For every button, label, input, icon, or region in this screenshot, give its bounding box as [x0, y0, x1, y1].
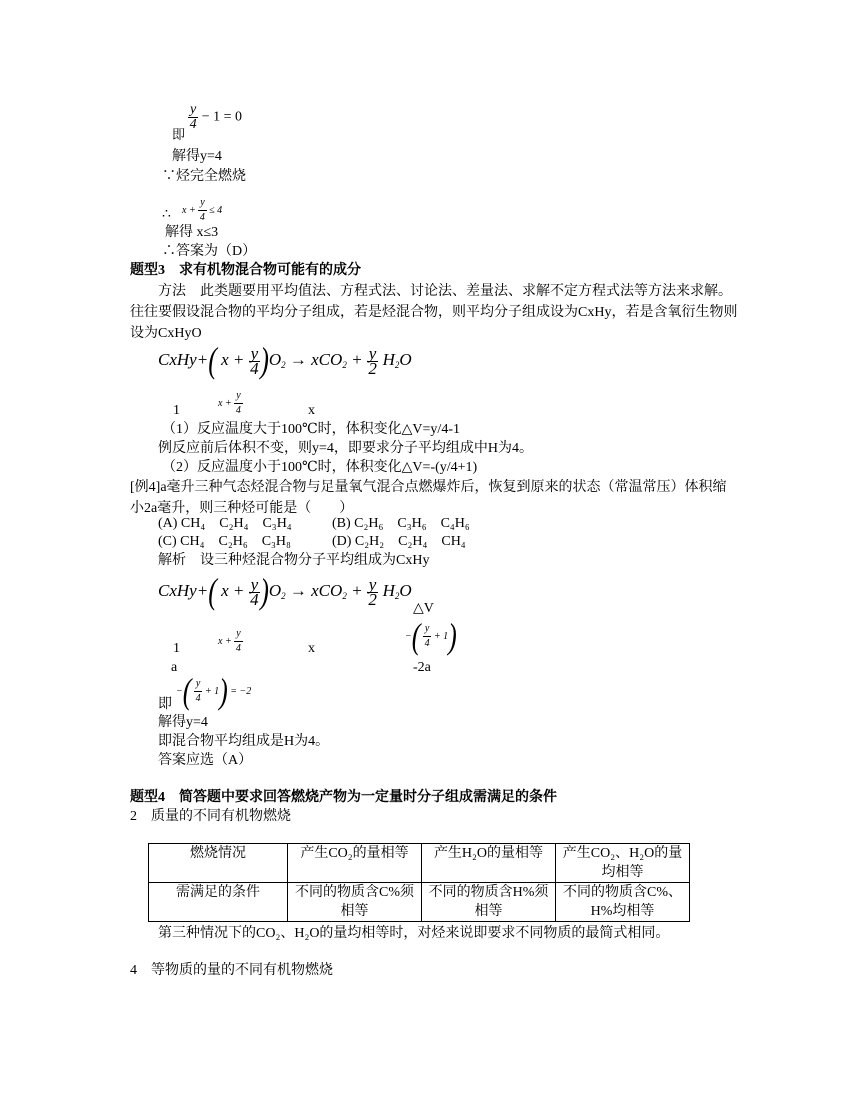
coef2-1: 1 — [173, 641, 180, 656]
section3-title: 题型3 求有机物混合物可能有的成分 — [130, 263, 361, 278]
solve-y4: 解得y=4 — [172, 149, 222, 164]
coef-x-plus — [218, 389, 243, 418]
answer-a: 答案应选（A） — [158, 753, 253, 768]
note-1: （1）反应温度大于100℃时，体积变化△V=y/4-1 — [162, 422, 460, 437]
conditions-table — [148, 843, 690, 922]
table-row — [149, 883, 690, 922]
coef-x: x — [308, 403, 315, 418]
eq2-x-plus: x + — [221, 581, 245, 600]
solve-x3: 解得 x≤3 — [165, 225, 219, 240]
ineq-x-text: x + — [182, 204, 196, 216]
ji-frac-num: y — [194, 677, 202, 692]
eq2-plus: + — [351, 581, 363, 600]
right-paren: ) — [260, 340, 269, 381]
ji-right-paren: ) — [219, 670, 228, 712]
ji-left-paren: ( — [182, 670, 192, 712]
coef-frac-den: 4 — [235, 405, 241, 416]
ji-minus: − — [176, 685, 183, 697]
delta-v: △V — [413, 601, 434, 616]
eq-arrow: → xCO — [289, 350, 343, 369]
combustion-equation-1: CxHy+( x + $\frac{y}{4}$ )$O_2 \to xCO_2$ + $\frac{y}{2}$ $H_2O$ — [158, 340, 412, 381]
ji-eq-minus2: = −2 — [230, 685, 252, 697]
frac-num: y — [190, 102, 197, 117]
table-cell: 不同的物质含H%须相等 — [422, 883, 556, 922]
mp-right-paren: ) — [448, 615, 457, 657]
table-cell: 不同的物质含C%、H%均相等 — [556, 883, 690, 922]
eq2-frac2-den: 2 — [368, 589, 377, 609]
option-c: (C) CH₄ C₂H₆ C₃H₈ — [158, 534, 291, 549]
coef2-x-plus — [218, 627, 243, 656]
mp-frac-num: y — [423, 622, 431, 637]
minus-sign: − — [405, 630, 412, 642]
section4-title: 题型4 简答题中要求回答燃烧产物为一定量时分子组成需满足的条件 — [130, 790, 557, 805]
coef2-x-plus-text: x + — [218, 635, 232, 647]
coef-a: a — [171, 660, 178, 675]
eq-h: H — [382, 350, 395, 369]
eq-frac-num: y — [250, 343, 259, 363]
eq2-frac2-num: y — [368, 574, 377, 594]
combustion-equation-2: CxHy+( x + $\frac{y}{4}$ )$O_2 \to xCO_2$ + $\frac{y}{2}$ $H_2O$ — [158, 571, 412, 612]
eq-o: O — [399, 350, 412, 369]
option-a: (A) CH₄ C₂H₄ C₃H₄ — [158, 516, 292, 531]
therefore-symbol: ∴ — [162, 207, 171, 222]
table-cell: 燃烧情况 — [149, 844, 288, 883]
ineq-frac-num: y — [198, 196, 206, 211]
example4-stem — [130, 477, 740, 519]
eq2-frac-num: y — [250, 574, 259, 594]
eq-frac2-num: y — [368, 343, 377, 363]
section3-para-text: 方法 此类题要用平均值法、方程式法、讨论法、差量法、求解不定方程式法等方法来求解。往往要假设混合物的平均分子组成，若是烃混合物，则平均分子组成设为CxHy，若是含氧衍生物则设为CxHyO — [130, 284, 738, 341]
example4-stem-text: [例4]a毫升三种气态烃混合物与足量氧气混合点燃爆炸后，恢复到原来的状态（常温常压）体积缩小2a毫升，则三种烃可能是（ ） — [130, 480, 727, 516]
table-cell: 产生H₂O的量相等 — [422, 844, 556, 883]
eq2-lhs: CxHy+ — [158, 581, 209, 600]
table-note: 第三种情况下的CO₂、H₂O的量均相等时，对烃来说即要求不同物质的最简式相同。 — [158, 926, 670, 941]
table-cell: 不同的物质含C%须相等 — [288, 883, 422, 922]
section3-para — [130, 281, 740, 344]
eq2-frac-den: 4 — [250, 589, 259, 609]
ineq-le4: ≤ 4 — [209, 204, 223, 216]
eq2-o2: O — [268, 581, 282, 600]
table-cell: 产生CO₂、H₂O的量均相等 — [556, 844, 690, 883]
mp-frac-den: 4 — [424, 638, 430, 649]
eq2-arrow: → xCO — [289, 581, 343, 600]
coef2-frac-den: 4 — [235, 643, 241, 654]
note-2: （2）反应温度小于100℃时，体积变化△V=-(y/4+1) — [162, 460, 478, 475]
eq-rest: − 1 = 0 — [201, 109, 243, 125]
eq-frac-den: 4 — [250, 358, 259, 378]
eq2-o: O — [399, 581, 412, 600]
ji-frac-den: 4 — [195, 693, 201, 704]
eq-y4-minus1 — [188, 103, 242, 132]
frac-den: 4 — [189, 117, 197, 132]
coef-x-plus-text: x + — [218, 397, 232, 409]
option-b: (B) C₂H₆ C₃H₆ C₄H₆ — [332, 516, 470, 531]
eq2-h: H — [382, 581, 395, 600]
conclusion: 即混合物平均组成是H为4。 — [158, 734, 330, 749]
option-d: (D) C₂H₂ C₂H₄ CH₄ — [332, 534, 466, 549]
eq-x-plus: x + — [221, 350, 245, 369]
ji-label-2: 即 — [158, 697, 172, 712]
eq-plus: + — [351, 350, 363, 369]
item-4: 4 等物质的量的不同有机物燃烧 — [130, 963, 333, 978]
eq-o2: O — [268, 350, 282, 369]
coef2-x: x — [308, 641, 315, 656]
coef2-frac-num: y — [234, 627, 242, 642]
ji-expr: −( $\frac{y}{4}$ + 1) = −2 — [176, 670, 252, 712]
table-cell: 产生CO₂的量相等 — [288, 844, 422, 883]
solve-y4-2: 解得y=4 — [158, 715, 208, 730]
item-2: 2 质量的不同有机物燃烧 — [130, 809, 291, 824]
eq-lhs: CxHy+ — [158, 350, 209, 369]
coef-minus2a: -2a — [413, 660, 431, 675]
eq2-left-paren: ( — [208, 571, 217, 612]
answer-d: ∴答案为（D） — [162, 244, 257, 259]
ineq-x — [182, 196, 222, 225]
minus-paren-expr: −( $\frac{y}{4}$ + 1) — [405, 615, 457, 657]
table-cell: 需满足的条件 — [149, 883, 288, 922]
eq-frac2-den: 2 — [368, 358, 377, 378]
note-1b: 例反应前后体积不变，则y=4，即要求分子平均组成中H为4。 — [158, 441, 534, 456]
left-paren: ( — [208, 340, 217, 381]
analysis-line: 解析 设三种烃混合物分子平均组成为CxHy — [158, 553, 430, 568]
ineq-frac-den: 4 — [199, 212, 205, 223]
table-row — [149, 844, 690, 883]
because-line: ∵烃完全燃烧 — [162, 169, 246, 184]
eq2-right-paren: ) — [260, 571, 269, 612]
ji-label: 即 — [172, 127, 186, 142]
coef-1: 1 — [173, 403, 180, 418]
coef-frac-num: y — [234, 389, 242, 404]
mp-left-paren: ( — [411, 615, 421, 657]
